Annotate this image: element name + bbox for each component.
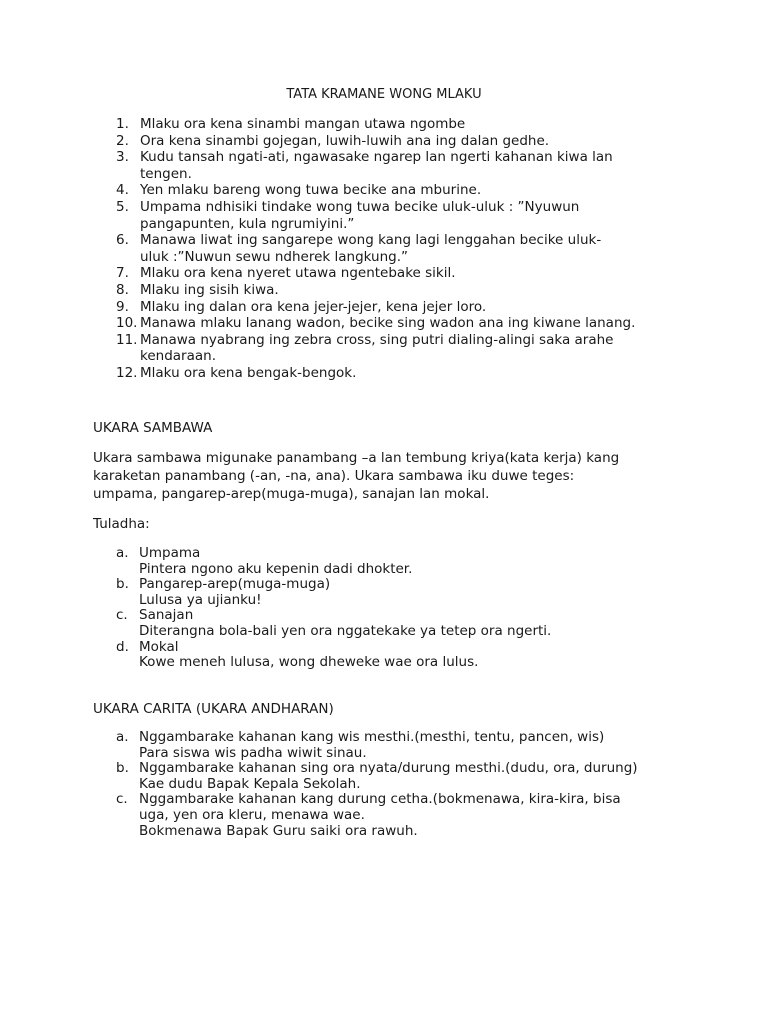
list-item-text: Kudu tansah ngati-ati, ngawasake ngarep lan ngerti kahanan kiwa lan bbox=[140, 149, 613, 166]
numbered-list-item bbox=[116, 232, 716, 265]
list-item-text: Manawa mlaku lanang wadon, becike sing wadon ana ing kiwane lanang. bbox=[140, 315, 636, 332]
list-item-text: Kae dudu Bapak Kepala Sekolah. bbox=[139, 775, 361, 792]
lettered-list-item bbox=[116, 640, 696, 671]
lettered-list-item bbox=[116, 546, 696, 577]
list-item-number: 4. bbox=[116, 182, 129, 199]
sambawa-examples-list bbox=[116, 546, 696, 671]
list-item-text: Mlaku ing dalan ora kena jejer-jejer, kena jejer loro. bbox=[140, 298, 487, 315]
numbered-list-item bbox=[116, 265, 716, 282]
list-item-number: 5. bbox=[116, 198, 129, 215]
lettered-list-item bbox=[116, 761, 696, 792]
numbered-list-item bbox=[116, 133, 716, 150]
list-item-letter: a. bbox=[116, 729, 129, 745]
list-item-text: Mlaku ora kena nyeret utawa ngentebake sikil. bbox=[140, 265, 456, 282]
numbered-list-item bbox=[116, 199, 716, 232]
list-item-text: Nggambarake kahanan kang wis mesthi.(mesthi, tentu, pancen, wis) bbox=[139, 729, 605, 745]
section-heading-sambawa: UKARA SAMBAWA bbox=[93, 420, 213, 436]
list-item-text: Sanajan bbox=[139, 607, 194, 624]
list-item-number: 10. bbox=[116, 315, 138, 332]
numbered-list-item bbox=[116, 282, 716, 299]
list-item-letter: d. bbox=[116, 638, 129, 655]
list-item-text: Nggambarake kahanan kang durung cetha.(bokmenawa, kira-kira, bisa bbox=[139, 791, 621, 808]
list-item-letter: c. bbox=[116, 791, 128, 808]
list-item-text: Ora kena sinambi gojegan, luwih-luwih ana ing dalan gedhe. bbox=[140, 132, 550, 149]
list-item-number: 6. bbox=[116, 232, 129, 249]
list-item-text: Kowe meneh lulusa, wong dheweke wae ora lulus. bbox=[139, 654, 479, 671]
list-item-text: Diterangna bola-bali yen ora nggatekake ya tetep ora ngerti. bbox=[139, 622, 552, 639]
list-item-number: 8. bbox=[116, 281, 129, 298]
list-item-text: Umpama ndhisiki tindake wong tuwa becike uluk-uluk : ”Nyuwun bbox=[140, 198, 580, 215]
list-item-text: Manawa nyabrang ing zebra cross, sing putri dialing-alingi saka arahe bbox=[140, 331, 614, 348]
list-item-text: Manawa liwat ing sangarepe wong kang lagi lenggahan becike uluk- bbox=[140, 232, 602, 249]
list-item-number: 12. bbox=[116, 364, 138, 381]
list-item-number: 11. bbox=[116, 331, 138, 348]
paragraph-line: umpama, pangarep-arep(muga-muga), sanajan lan mokal. bbox=[93, 486, 490, 503]
numbered-list-item bbox=[116, 315, 716, 332]
list-item-text: Yen mlaku bareng wong tuwa becike ana mburine. bbox=[140, 182, 482, 199]
numbered-list-item bbox=[116, 116, 716, 133]
list-item-text: Lulusa ya ujianku! bbox=[139, 591, 262, 608]
list-item-text: uluk :”Nuwun sewu ndherek langkung.” bbox=[140, 248, 409, 265]
lettered-list-item bbox=[116, 792, 696, 839]
numbered-list bbox=[116, 116, 716, 382]
list-item-number: 2. bbox=[116, 132, 129, 149]
list-item-number: 7. bbox=[116, 265, 129, 282]
list-item-number: 3. bbox=[116, 149, 129, 166]
numbered-list-item bbox=[116, 182, 716, 199]
lettered-list-item bbox=[116, 608, 696, 639]
sambawa-paragraph bbox=[93, 449, 673, 504]
list-item-text: Mlaku ora kena sinambi mangan utawa ngombe bbox=[140, 116, 466, 132]
list-item-letter: b. bbox=[116, 576, 129, 593]
tuladha-label: Tuladha: bbox=[93, 516, 150, 532]
list-item-text: uga, yen ora kleru, menawa wae. bbox=[139, 806, 365, 823]
list-item-text: Mlaku ora kena bengak-bengok. bbox=[140, 364, 357, 381]
numbered-list-item bbox=[116, 365, 716, 382]
numbered-list-item bbox=[116, 149, 716, 182]
paragraph-line: karaketan panambang (-an, -na, ana). Ukara sambawa iku duwe teges: bbox=[93, 468, 575, 485]
list-item-text: Pangarep-arep(muga-muga) bbox=[139, 576, 331, 593]
document-title: TATA KRAMANE WONG MLAKU bbox=[286, 87, 482, 102]
list-item-text: Mlaku ing sisih kiwa. bbox=[140, 281, 279, 298]
numbered-list-item bbox=[116, 299, 716, 316]
lettered-list-item bbox=[116, 577, 696, 608]
section-heading-carita: UKARA CARITA (UKARA ANDHARAN) bbox=[93, 701, 334, 717]
list-item-text: Nggambarake kahanan sing ora nyata/durung mesthi.(dudu, ora, durung) bbox=[139, 760, 638, 777]
list-item-number: 9. bbox=[116, 298, 129, 315]
list-item-letter: a. bbox=[116, 545, 129, 561]
list-item-text: pangapunten, kula ngrumiyini.” bbox=[140, 215, 355, 232]
list-item-text: tengen. bbox=[140, 165, 192, 182]
paragraph-line: Ukara sambawa migunake panambang –a lan tembung kriya(kata kerja) kang bbox=[93, 450, 620, 466]
list-item-text: kendaraan. bbox=[140, 348, 216, 365]
lettered-list-item bbox=[116, 730, 696, 761]
list-item-text: Umpama bbox=[139, 545, 201, 561]
numbered-list-item bbox=[116, 332, 716, 365]
list-item-text: Bokmenawa Bapak Guru saiki ora rawuh. bbox=[139, 822, 418, 839]
list-item-text: Para siswa wis padha wiwit sinau. bbox=[139, 744, 367, 761]
list-item-letter: b. bbox=[116, 760, 129, 777]
list-item-letter: c. bbox=[116, 607, 128, 624]
carita-examples-list bbox=[116, 730, 696, 839]
list-item-number: 1. bbox=[116, 116, 129, 132]
list-item-text: Pintera ngono aku kepenin dadi dhokter. bbox=[139, 560, 413, 577]
list-item-text: Mokal bbox=[139, 638, 179, 655]
